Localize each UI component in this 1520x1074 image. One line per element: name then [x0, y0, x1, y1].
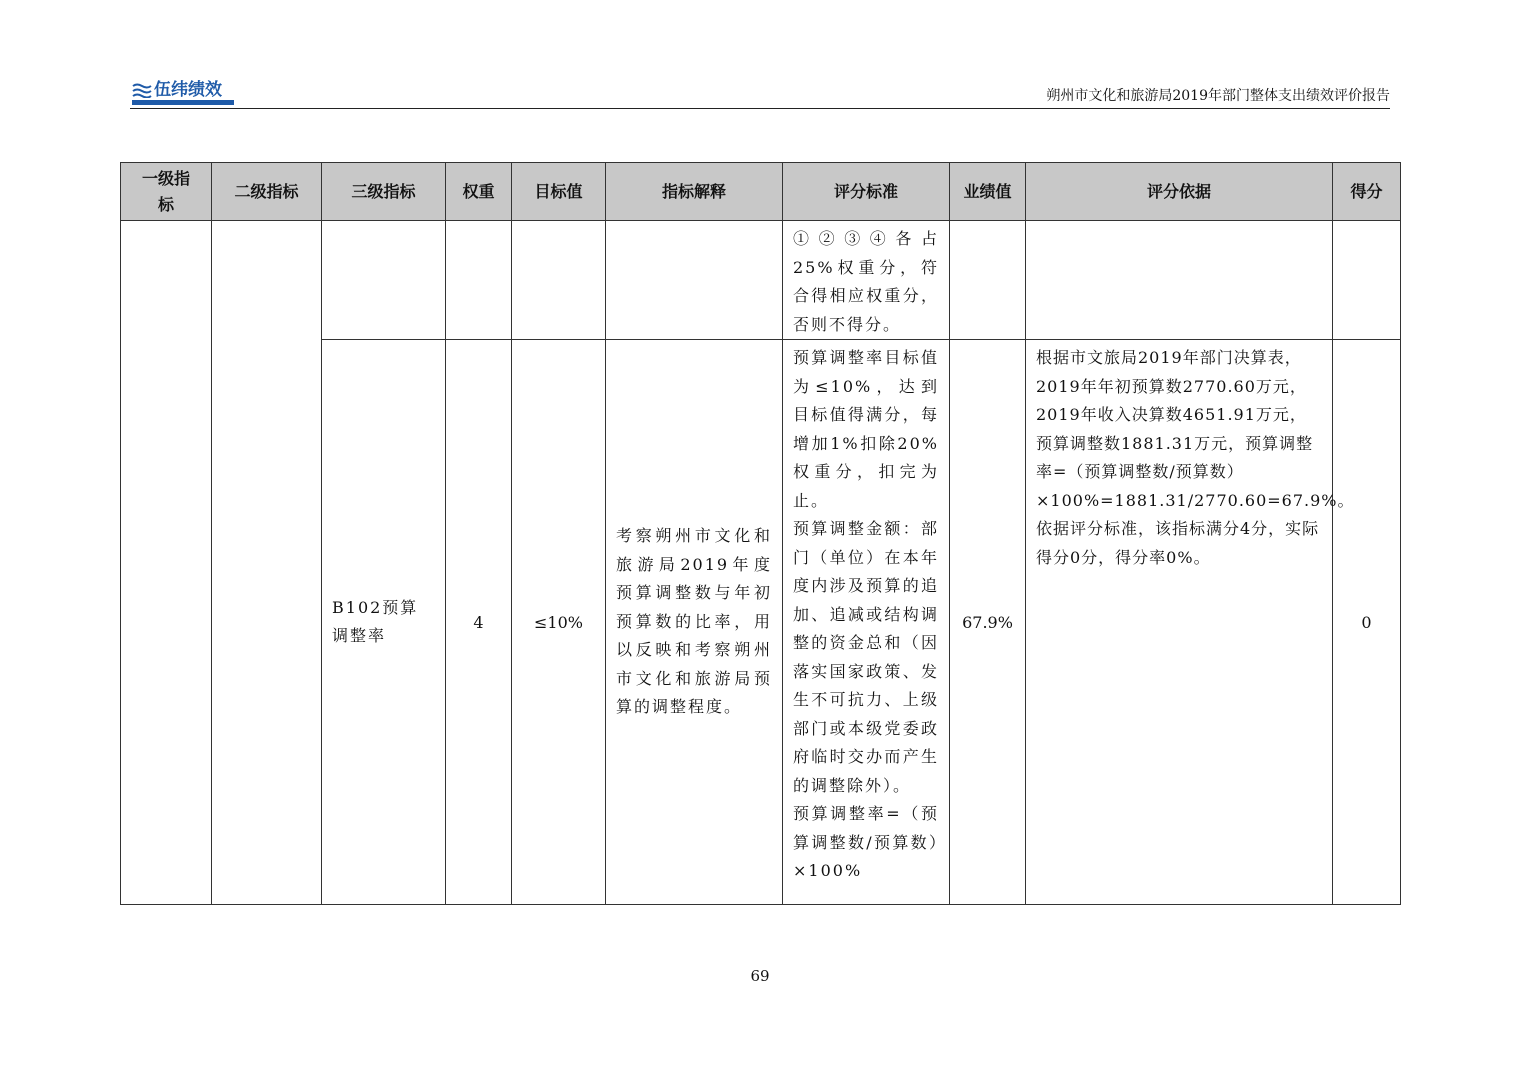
- report-title: 朔州市文化和旅游局2019年部门整体支出绩效评价报告: [1046, 88, 1390, 104]
- header-divider: [130, 108, 1390, 109]
- indicator-explanation: 考察朔州市文化和旅游局2019年度预算调整数与年初预算数的比率，用以反映和考察朔州市文化和旅游局预算的调整程度。: [606, 340, 783, 905]
- basis-text: 根据市文旅局2019年部门决算表，2019年年初预算数2770.60万元，2019年收入决算数4651.91万元，预算调整数1881.31万元，预算调整率=（预算调整数/预算数）×100%=1881.31/2770.60=67.9%。: [1036, 348, 1355, 510]
- criteria-text: 预算调整率=（预算调整数/预算数）×100%: [793, 804, 939, 880]
- col-header-score: 得分: [1333, 163, 1401, 221]
- logo-text: 伍纬绩效: [154, 80, 222, 100]
- performance-cell: [950, 221, 1026, 340]
- score-value: 0: [1333, 340, 1401, 905]
- performance-value: 67.9%: [950, 340, 1026, 905]
- criteria-text: 预算调整金额：部门（单位）在本年度内涉及预算的追加、追减或结构调整的资金总和（因落实国家政策、发生不可抗力、上级部门或本级党委政府临时交办而产生的调整除外）。: [793, 519, 939, 795]
- evaluation-table: [120, 162, 1401, 905]
- level1-cell: [121, 221, 212, 905]
- score-cell: [1333, 221, 1401, 340]
- col-header-explanation: 指标解释: [606, 163, 783, 221]
- weight-value: 4: [446, 340, 512, 905]
- criteria-text: 预算调整率目标值为≤10%，达到目标值得满分，每增加1%扣除20%权重分，扣完为止。: [793, 348, 939, 510]
- indicator-name: B102预算调整率: [322, 340, 446, 905]
- level3-cell: [322, 221, 446, 340]
- col-header-performance: 业绩值: [950, 163, 1026, 221]
- criteria-cell: [783, 221, 950, 340]
- basis-cell: [1026, 221, 1333, 340]
- col-header-criteria: 评分标准: [783, 163, 950, 221]
- basis-text: 依据评分标准，该指标满分4分，实际得分0分，得分率0%。: [1036, 519, 1320, 567]
- col-header-level2: 二级指标: [212, 163, 322, 221]
- col-header-level3: 三级指标: [322, 163, 446, 221]
- table-row: [121, 221, 1401, 340]
- criteria-cell: [783, 340, 950, 905]
- weight-cell: [446, 221, 512, 340]
- basis-cell: [1026, 340, 1355, 905]
- logo-bar: [132, 100, 234, 105]
- col-header-weight: 权重: [446, 163, 512, 221]
- page-number: 69: [750, 967, 770, 985]
- col-header-basis: 评分依据: [1026, 163, 1333, 221]
- target-value: ≤10%: [512, 340, 606, 905]
- company-logo: [132, 80, 236, 106]
- logo-wave-icon: [132, 82, 152, 98]
- table-header-row: [121, 163, 1401, 221]
- target-cell: [512, 221, 606, 340]
- explanation-cell: [606, 221, 783, 340]
- col-header-level1: 一级指标: [121, 163, 212, 221]
- criteria-text: ①②③④各占25%权重分，符合得相应权重分，否则不得分。: [793, 229, 939, 334]
- level2-cell: [212, 221, 322, 905]
- col-header-target: 目标值: [512, 163, 606, 221]
